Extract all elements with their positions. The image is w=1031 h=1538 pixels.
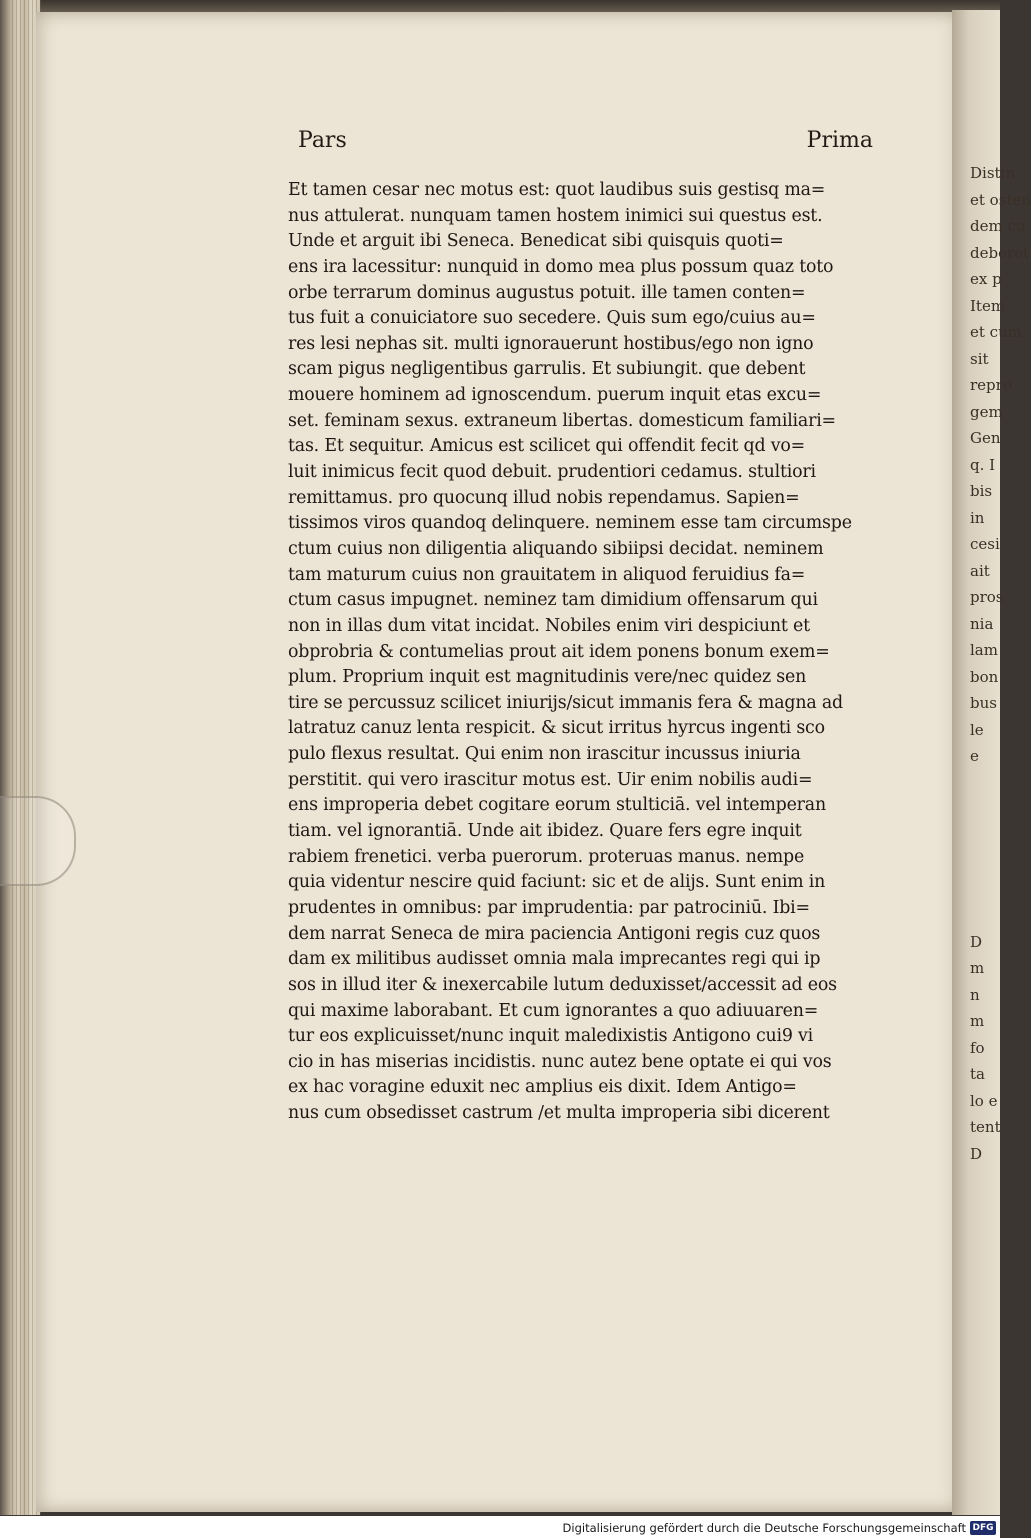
facing-page-line: n xyxy=(970,985,980,1004)
text-line: non in illas dum vitat incidat. Nobiles enim viri despiciunt et xyxy=(288,615,810,636)
text-line: remittamus. pro quocunq illud nobis rependamus. Sapien= xyxy=(288,487,800,508)
text-line: orbe terrarum dominus augustus potuit. ille tamen conten= xyxy=(288,282,806,303)
text-line: perstitit. qui vero irascitur motus est. Uir enim nobilis audi= xyxy=(288,769,813,790)
text-line: ctum casus impugnet. neminez tam dimidium offensarum qui xyxy=(288,590,818,611)
facing-page-line: sit xyxy=(970,349,989,368)
facing-page-line: D xyxy=(970,1144,983,1163)
text-line: nus attulerat. nunquam tamen hostem inimici sui questus est. xyxy=(288,205,823,226)
text-line: Unde et arguit ibi Seneca. Benedicat sibi quisquis quoti= xyxy=(288,231,784,252)
facing-page-line: cesi xyxy=(970,535,1000,553)
facing-page-line xyxy=(970,796,1000,823)
facing-page-line: lo e xyxy=(970,1091,998,1110)
text-line: plum. Proprium inquit est magnitudinis vere/nec quidez sen xyxy=(288,667,807,688)
text-line: tam maturum cuius non grauitatem in aliquod feruidius fa= xyxy=(288,564,806,585)
text-line: qui maxime laborabant. Et cum ignorantes a quo adiuuaren= xyxy=(288,1000,819,1021)
facing-page-line: D xyxy=(970,932,983,951)
facing-page-line: Gen xyxy=(970,429,1001,447)
text-line: Et tamen cesar nec motus est: quot laudibus suis gestisq ma= xyxy=(288,180,826,200)
body-text xyxy=(288,178,888,1127)
text-line: ex hac voragine eduxit nec amplius eis dixit. Idem Antigo= xyxy=(288,1077,797,1098)
facing-page-line xyxy=(970,849,1000,876)
facing-page-line: deberet xyxy=(970,243,1030,262)
facing-page-line: repro xyxy=(970,376,1012,394)
facing-page-line: q. I xyxy=(970,455,996,474)
facing-page-line: in xyxy=(970,508,985,527)
text-line: tiam. vel ignorantiā. Unde ait ibidez. Quare fers egre inquit xyxy=(288,821,802,842)
facing-page-line: bon xyxy=(970,667,999,686)
text-line: ens improperia debet cogitare eorum stulticiā. vel intemperan xyxy=(288,795,826,816)
facing-page-line: ait xyxy=(970,561,990,580)
text-line: res lesi nephas sit. multi ignorauerunt hostibus/ego non igno xyxy=(288,333,814,354)
facing-page-line xyxy=(970,770,1000,797)
facing-page-line: gem xyxy=(970,402,1003,421)
text-line: nus cum obsedisset castrum /et multa improperia sibi dicerent xyxy=(288,1103,830,1124)
text-line: tur eos explicuisset/nunc inquit maledixistis Antigono cui9 vi xyxy=(288,1026,814,1047)
text-line: rabiem frenetici. verba puerorum. proteruas manus. nempe xyxy=(288,846,805,867)
facing-page-line: Item xyxy=(970,296,1006,315)
text-line: cio in has miserias incidistis. nunc autez bene optate ei qui vos xyxy=(288,1051,832,1072)
text-line: sos in illud iter & inexercabile lutum deduxisset/accessit ad eos xyxy=(288,974,837,995)
text-line: obprobria & contumelias prout ait idem ponens bonum exem= xyxy=(288,641,830,662)
facing-page-text xyxy=(970,160,1031,1163)
facing-page-line: le xyxy=(970,720,984,739)
facing-page-line xyxy=(970,902,1000,929)
text-line: tire se percussuz scilicet iniurijs/sicut immanis fera & magna ad xyxy=(288,692,843,713)
text-line: dam ex militibus audisset omnia mala imprecantes regi qui ip xyxy=(288,949,821,970)
dfg-logo: DFG xyxy=(970,1521,996,1535)
header-right: Prima xyxy=(806,128,873,153)
facing-page-line: bus xyxy=(970,694,997,712)
running-header xyxy=(298,128,873,162)
text-line: ens ira lacessitur: nunquid in domo mea plus possum quaz toto xyxy=(288,256,834,277)
facing-page-line: m xyxy=(970,1012,985,1030)
facing-page-line: Distin xyxy=(970,164,1016,182)
text-line: tus fuit a conuiciatore suo secedere. Quis sum ego/cuius au= xyxy=(288,308,816,329)
text-line: scam pigus negligentibus garrulis. Et subiungit. que debent xyxy=(288,359,806,380)
footer-bar xyxy=(0,1516,1000,1538)
facing-page-line: et osten xyxy=(970,190,1031,209)
text-line: prudentes in omnibus: par imprudentia: par patrociniū. Ibi= xyxy=(288,897,810,918)
facing-page-line: dem cu xyxy=(970,217,1026,235)
facing-page-line: lam xyxy=(970,641,998,659)
text-line: tas. Et sequitur. Amicus est scilicet qui offendit fecit qd vo= xyxy=(288,436,806,457)
binding-strap xyxy=(0,796,76,886)
facing-page-line: ta xyxy=(970,1065,985,1083)
text-line: quia videntur nescire quid faciunt: sic et de alijs. Sunt enim in xyxy=(288,872,826,893)
text-line: ctum cuius non diligentia aliquando sibiipsi decidat. neminem xyxy=(288,538,824,559)
facing-page-line: pros xyxy=(970,588,1004,606)
text-line: tissimos viros quandoq delinquere. neminem esse tam circumspe xyxy=(288,513,852,534)
text-line: set. feminam sexus. extraneum libertas. domesticum familiari= xyxy=(288,410,836,431)
facing-page-line xyxy=(970,876,1000,903)
facing-page-line: tent xyxy=(970,1118,1001,1136)
facing-page-line: fo xyxy=(970,1038,985,1057)
facing-page-line: m xyxy=(970,959,985,977)
header-left: Pars xyxy=(298,128,347,153)
facing-page-line xyxy=(970,823,1000,850)
facing-page-line: nia xyxy=(970,614,994,633)
facing-page-line: e xyxy=(970,747,979,765)
text-line: latratuz canuz lenta respicit. & sicut irritus hyrcus ingenti sco xyxy=(288,718,825,739)
footer-credit: Digitalisierung gefördert durch die Deutsche Forschungsgemeinschaft xyxy=(562,1521,966,1535)
text-line: mouere hominem ad ignoscendum. puerum inquit etas excu= xyxy=(288,385,822,406)
text-line: dem narrat Seneca de mira paciencia Antigoni regis cuz quos xyxy=(288,923,821,944)
facing-page-line: et cum xyxy=(970,323,1022,341)
text-line: pulo flexus resultat. Qui enim non irascitur incussus iniuria xyxy=(288,744,801,765)
text-line: luit inimicus fecit quod debuit. prudentiori cedamus. stultiori xyxy=(288,462,816,483)
facing-page-line: ex p xyxy=(970,270,1002,288)
facing-page-line: bis xyxy=(970,482,993,500)
